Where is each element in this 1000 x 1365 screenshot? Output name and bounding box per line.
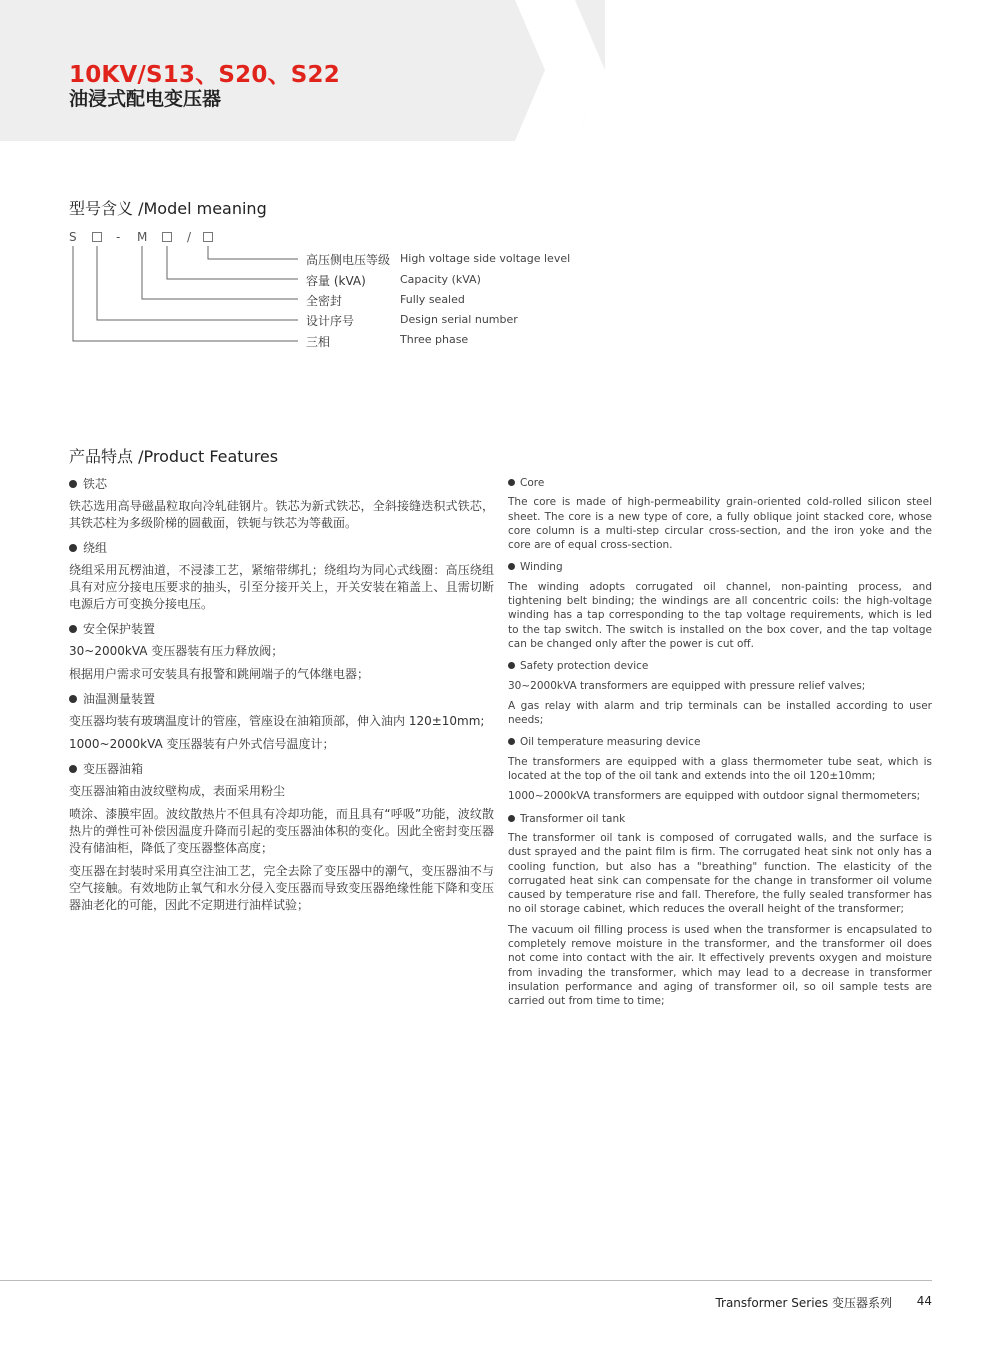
- en-tank-text-1: The transformer oil tank is composed of corrugated walls, and the surface is dust sprayed and the paint film is firm. The corrugated heat sink not only has a cooling function, but also has a "breathing" function. The elasticity of the corrugated heat sink can compensate for the change in transformer oil volume caused by temperature rise and fall. Therefore, the fully sealed transformer has no oil storage cabinet, which reduces the overall height of the transformer;: [508, 831, 932, 916]
- bullet-icon: [508, 815, 515, 822]
- legend-en-phase: Three phase: [400, 333, 469, 346]
- features-chinese-column: [69, 474, 494, 920]
- legend-cn-serial: 设计序号: [306, 314, 355, 328]
- cn-tank-text-1: 变压器油箱由波纹壁构成，表面采用粉尘: [69, 784, 286, 798]
- en-safety-text-1: 30~2000kVA transformers are equipped with pressure relief valves;: [508, 679, 866, 692]
- legend-cn-voltage: 高压侧电压等级: [306, 253, 391, 267]
- bullet-icon: [69, 765, 77, 773]
- legend-en-serial: Design serial number: [400, 313, 518, 326]
- en-safety-text-2: A gas relay with alarm and trip terminals can be installed according to user needs;: [508, 699, 932, 727]
- page-title: 10KV/S13、S20、S22: [69, 62, 340, 88]
- bullet-icon: [508, 479, 515, 486]
- cn-winding-heading: 绕组: [69, 538, 494, 557]
- cn-core-heading: 铁芯: [69, 474, 494, 493]
- en-tank-text-2: The vacuum oil filling process is used when the transformer is encapsulated to completely remove moisture in the transformer, and the transformer oil does not come into contact with the air. It effectively prevents oxygen and moisture from invading the transformer, which may lead to a decrease in transformer insulation performance and aging of transformer oil, so oil sample tests are carried out from time to time;: [508, 923, 932, 1008]
- cn-safety-heading: 安全保护装置: [69, 619, 494, 638]
- cn-oil-temp-text-1: 变压器均装有玻璃温度计的管座，管座设在油箱顶部，伸入油内 120±10mm;: [69, 714, 485, 728]
- bullet-icon: [508, 662, 515, 669]
- footer-series-label: Transformer Series 变压器系列: [715, 1296, 892, 1310]
- cn-tank-text-3: 变压器在封装时采用真空注油工艺，完全去除了变压器中的潮气，变压器油不与空气接触。有效地防止氧气和水分侵入变压器而导致变压器绝缘性能下降和变压器油老化的可能，因此不定期进行油样试验；: [69, 864, 494, 912]
- en-oil-temp-text-1: The transformers are equipped with a glass thermometer tube seat, which is located at the top of the oil tank and extends into the oil 120±10mm;: [508, 755, 932, 783]
- cn-tank-text-2: 喷涂、漆膜牢固。波纹散热片不但具有冷却功能，而且具有“呼吸”功能，波纹散热片的弹性可补偿因温度升降而引起的变压器油体积的变化。因此全密封变压器没有储油柜，降低了变压器整体高度；: [69, 807, 494, 855]
- legend-cn-capacity: 容量 (kVA): [306, 274, 366, 288]
- legend-en-capacity: Capacity (kVA): [400, 273, 481, 286]
- model-code-dash: -: [116, 230, 121, 244]
- product-features-title: 产品特点 /Product Features: [69, 447, 279, 466]
- en-tank-heading: Transformer oil tank: [508, 810, 932, 826]
- bullet-icon: [69, 695, 77, 703]
- en-winding-heading: Winding: [508, 558, 932, 574]
- bullet-icon: [508, 738, 515, 745]
- cn-core-text: 铁芯选用高导磁晶粒取向冷轧硅钢片。铁芯为新式铁芯，全斜接缝迭积式铁芯，其铁芯柱为多级阶梯的圆截面，铁轭与铁芯为等截面。: [69, 499, 494, 530]
- cn-safety-text-2: 根据用户需求可安装具有报警和跳闸端子的气体继电器；: [69, 667, 370, 681]
- cn-oil-temp-text-2: 1000~2000kVA 变压器装有户外式信号温度计；: [69, 737, 335, 751]
- en-oil-temp-text-2: 1000~2000kVA transformers are equipped with outdoor signal thermometers;: [508, 790, 921, 803]
- bullet-icon: [508, 563, 515, 570]
- page-subtitle: 油浸式配电变压器: [69, 88, 222, 110]
- cn-winding-text: 绕组采用瓦楞油道，不浸漆工艺，紧缩带绑扎；绕组均为同心式线圈：高压绕组具有对应分接电压要求的抽头，引至分接开关上，开关安装在箱盖上、且需切断电源后方可变换分接电压。: [69, 563, 494, 611]
- model-meaning-title: 型号含义 /Model meaning: [69, 199, 267, 218]
- en-core-heading: Core: [508, 474, 932, 490]
- cn-safety-text-1: 30~2000kVA 变压器装有压力释放阀；: [69, 644, 284, 658]
- en-safety-heading: Safety protection device: [508, 657, 932, 673]
- features-english-column: [508, 474, 932, 1015]
- page-number: 44: [916, 1294, 932, 1308]
- legend-cn-sealed: 全密封: [306, 294, 343, 308]
- legend-cn-phase: 三相: [306, 335, 331, 349]
- model-code-s: S: [69, 230, 77, 244]
- footer-divider: [0, 1280, 932, 1281]
- en-oil-temp-heading: Oil temperature measuring device: [508, 733, 932, 749]
- legend-en-voltage: High voltage side voltage level: [400, 252, 571, 265]
- model-code-m: M: [137, 230, 148, 244]
- cn-oil-temp-heading: 油温测量装置: [69, 689, 494, 708]
- bullet-icon: [69, 625, 77, 633]
- cn-tank-heading: 变压器油箱: [69, 759, 494, 778]
- legend-en-sealed: Fully sealed: [400, 293, 465, 306]
- bullet-icon: [69, 480, 77, 488]
- en-core-text: The core is made of high-permeability grain-oriented cold-rolled silicon steel sheet. The core is a new type of core, a fully oblique joint stacked core, whose core column is a multi-step circular cross-section, and the iron yoke and the core are of equal cross-section.: [508, 496, 932, 552]
- bullet-icon: [69, 544, 77, 552]
- model-leader-lines: [0, 0, 320, 360]
- en-winding-text: The winding adopts corrugated oil channel, non-painting process, and tightening belt binding; the windings are all concentric coils: the high-voltage winding has a tap corresponding to the tap voltage requirements, which is led to the tap switch. The switch is installed on the box cover, and the tap voltage can be changed only after the power is cut off.: [508, 580, 932, 650]
- model-code-slash: /: [187, 230, 192, 244]
